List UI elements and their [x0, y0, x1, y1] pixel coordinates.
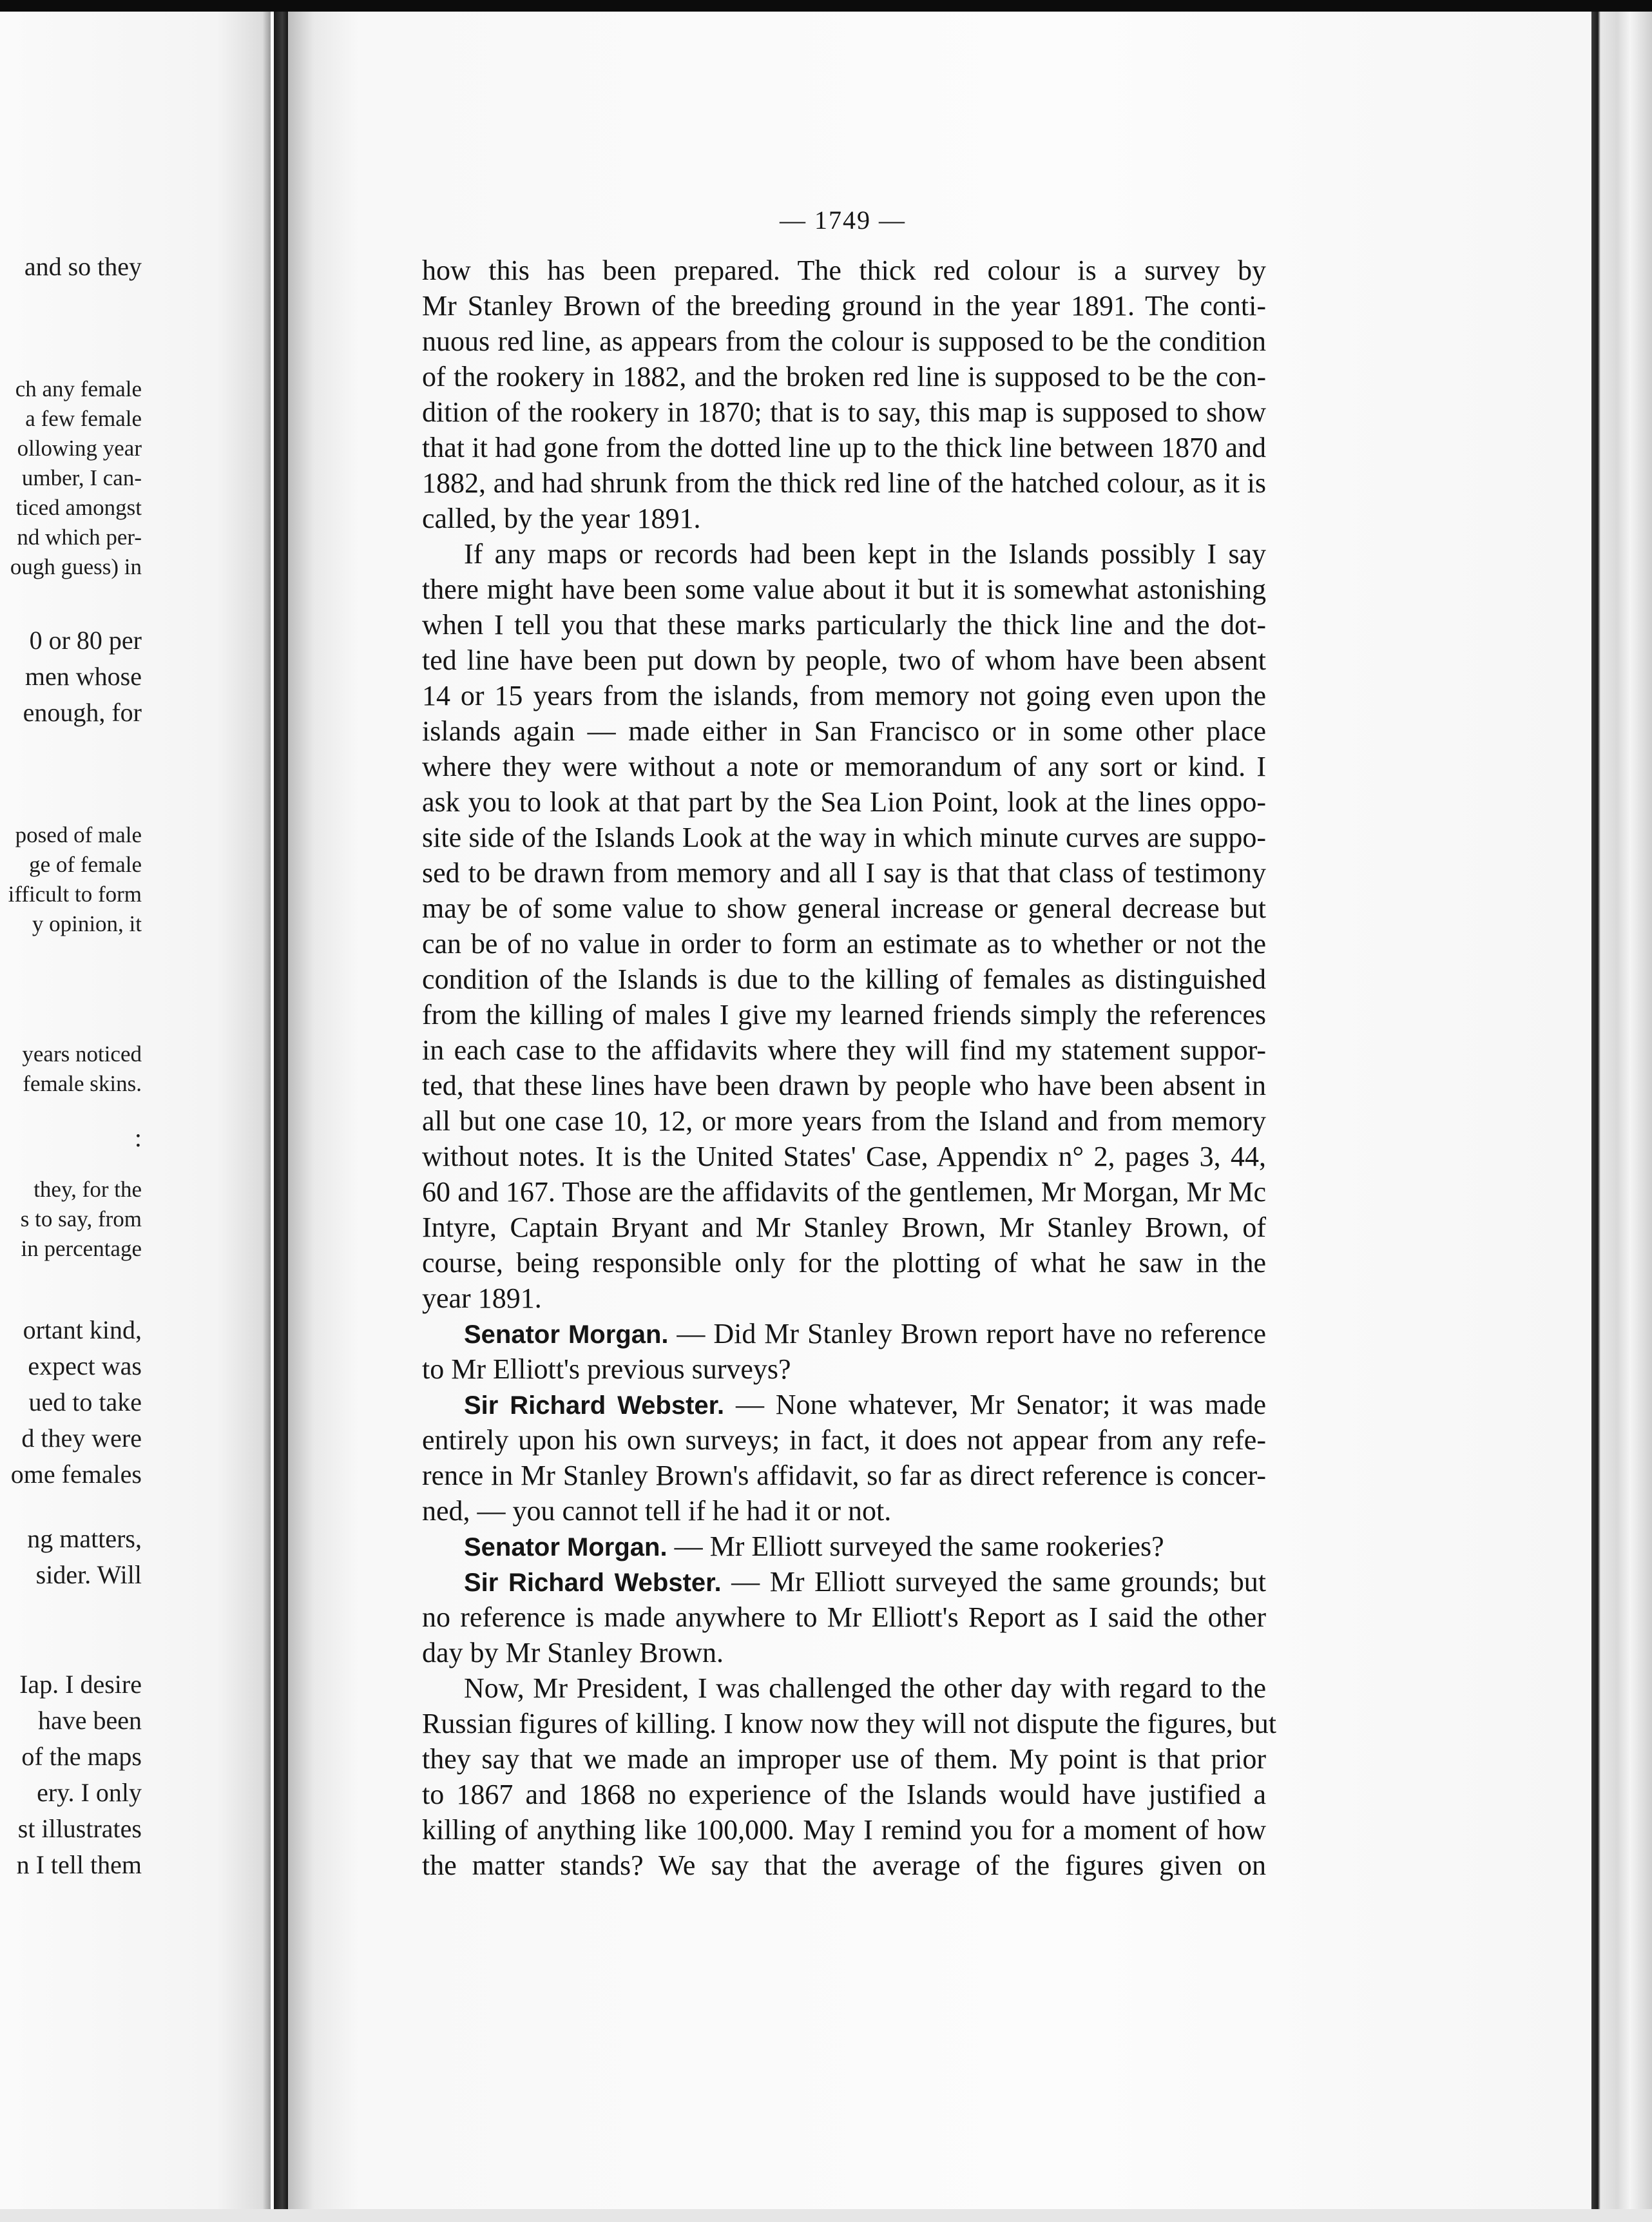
dialogue-line: [464, 1529, 1266, 1565]
left-page-line: ued to take: [28, 1387, 142, 1416]
left-page-line: ch any female: [15, 376, 142, 401]
scanner-border-bottom: [0, 2209, 1652, 2222]
left-page-line: expect was: [28, 1351, 142, 1380]
left-page-line: of the maps: [21, 1742, 142, 1771]
left-page-line: ery. I only: [37, 1778, 142, 1807]
left-page-line: a few female: [25, 406, 142, 431]
body-line: ned, — you cannot tell if he had it or not.: [422, 1495, 892, 1527]
body-line: to 1867 and 1868 no experience of the Islands would have justified a: [422, 1779, 1266, 1810]
left-page-line: ticed amongst: [15, 495, 142, 520]
dialogue-text: — None whatever, Mr Senator; it was made: [724, 1389, 1266, 1420]
body-line: course, being responsible only for the plotting of what he saw in the: [422, 1247, 1266, 1279]
body-line: nuous red line, as appears from the colour is supposed to be the condition: [422, 325, 1266, 357]
body-line: ask you to look at that part by the Sea Lion Point, look at the lines oppo-: [422, 786, 1266, 818]
body-line: called, by the year 1891.: [422, 503, 701, 534]
body-line: day by Mr Stanley Brown.: [422, 1637, 724, 1668]
body-line: can be of no value in order to form an estimate as to whether or not the: [422, 928, 1266, 960]
body-line: the matter stands? We say that the average of the figures given on: [422, 1850, 1266, 1881]
body-line: 60 and 167. Those are the affidavits of the gentlemen, Mr Morgan, Mr Mc: [422, 1176, 1266, 1208]
body-line: killing of anything like 100,000. May I remind you for a moment of how: [422, 1814, 1266, 1846]
dialogue-line: [464, 1564, 1266, 1600]
body-line: there might have been some value about it but it is somewhat astonishing: [422, 574, 1266, 605]
body-line: islands again — made either in San Francisco or in some other place: [422, 715, 1266, 747]
body-line: Intyre, Captain Bryant and Mr Stanley Brown, Mr Stanley Brown, of: [422, 1212, 1266, 1243]
body-line: they say that we made an improper use of them. My point is that prior: [422, 1743, 1266, 1775]
body-line: year 1891.: [422, 1282, 542, 1314]
left-page-line: 0 or 80 per: [29, 626, 142, 655]
page-number: — 1749 —: [780, 206, 906, 235]
left-page-line: ollowing year: [17, 436, 142, 461]
left-page-line: in percentage: [21, 1236, 142, 1261]
left-page-line: y opinion, it: [32, 911, 142, 936]
body-line: no reference is made anywhere to Mr Elliott's Report as I said the other: [422, 1601, 1266, 1633]
body-line: 1882, and had shrunk from the thick red line of the hatched colour, as it is: [422, 467, 1266, 499]
left-page-line: men whose: [24, 662, 142, 691]
body-line: dition of the rookery in 1870; that is to say, this map is supposed to show: [422, 396, 1266, 428]
body-line: ted, that these lines have been drawn by people who have been absent in: [422, 1070, 1266, 1101]
left-page-line: Iap. I desire: [19, 1670, 142, 1699]
body-line: sed to be drawn from memory and all I say is that that class of testimony: [422, 857, 1266, 889]
body-line: in each case to the affidavits where they will find my statement suppor-: [422, 1034, 1266, 1066]
body-line: without notes. It is the United States' Case, Appendix n° 2, pages 3, 44,: [422, 1141, 1266, 1172]
left-page-line: s to say, from: [20, 1206, 142, 1232]
left-page-line: :: [134, 1123, 142, 1152]
body-line: from the killing of males I give my learned friends simply the references: [422, 999, 1266, 1030]
body-line: 14 or 15 years from the islands, from memory not going even upon the: [422, 680, 1266, 711]
body-line: entirely upon his own surveys; in fact, it does not appear from any refe-: [422, 1424, 1266, 1456]
left-page-line: sider. Will: [35, 1560, 142, 1589]
book-gutter: [274, 12, 288, 2209]
body-line: Mr Stanley Brown of the breeding ground in the year 1891. The conti-: [422, 290, 1266, 322]
dialogue-text: — Did Mr Stanley Brown report have no reference: [668, 1318, 1267, 1349]
left-page-line: have been: [37, 1706, 142, 1735]
body-line: may be of some value to show general increase or general decrease but: [422, 893, 1266, 924]
dialogue-line: [464, 1387, 1266, 1423]
body-line: to Mr Elliott's previous surveys?: [422, 1353, 791, 1385]
left-page-line: and so they: [24, 252, 142, 281]
speaker-name: Senator Morgan.: [464, 1533, 668, 1561]
dialogue-line: [464, 1316, 1266, 1352]
body-line: all but one case 10, 12, or more years from the Island and from memory: [422, 1105, 1266, 1137]
body-line: rence in Mr Stanley Brown's affidavit, so far as direct reference is concer-: [422, 1460, 1266, 1491]
left-page-line: they, for the: [34, 1177, 142, 1202]
body-line: of the rookery in 1882, and the broken red line is supposed to be the con-: [422, 361, 1266, 392]
body-line: ted line have been put down by people, two of whom have been absent: [422, 644, 1266, 676]
body-line: Now, Mr President, I was challenged the other day with regard to the: [464, 1672, 1266, 1704]
left-page-line: st illustrates: [17, 1814, 142, 1843]
left-page-line: ng matters,: [27, 1524, 142, 1553]
left-page-line: n I tell them: [16, 1850, 142, 1879]
body-line: site side of the Islands Look at the way in which minute curves are suppo-: [422, 822, 1266, 853]
body-line: Russian figures of killing. I know now they will not dispute the figures, but: [422, 1708, 1276, 1739]
body-line: If any maps or records had been kept in the Islands possibly I say: [464, 538, 1266, 570]
speaker-name: Senator Morgan.: [464, 1320, 669, 1349]
body-line: where they were without a note or memorandum of any sort or kind. I: [422, 751, 1266, 782]
left-page-line: ough guess) in: [10, 554, 142, 579]
speaker-name: Sir Richard Webster.: [464, 1569, 722, 1597]
left-page-line: ge of female: [29, 852, 142, 877]
body-line: that it had gone from the dotted line up to the thick line between 1870 and: [422, 432, 1266, 463]
left-page-line: d they were: [21, 1424, 142, 1453]
left-page-line: posed of male: [15, 822, 142, 847]
body-line: when I tell you that these marks particularly the thick line and the dot-: [422, 609, 1266, 641]
scanner-border-top: [0, 0, 1652, 12]
left-page-line: umber, I can-: [21, 465, 142, 490]
left-page-line: years noticed: [22, 1041, 142, 1067]
dialogue-text: — Mr Elliott surveyed the same rookeries?: [667, 1531, 1164, 1562]
left-page-line: nd which per-: [17, 525, 142, 550]
body-line: condition of the Islands is due to the killing of females as distinguished: [422, 963, 1266, 995]
dialogue-text: — Mr Elliott surveyed the same grounds; but: [721, 1566, 1266, 1598]
left-page-line: ome females: [10, 1460, 142, 1489]
speaker-name: Sir Richard Webster.: [464, 1391, 725, 1420]
page-edge: [1591, 12, 1652, 2209]
left-page-line: ifficult to form: [8, 882, 142, 907]
body-line: how this has been prepared. The thick red colour is a survey by: [422, 255, 1266, 286]
left-page-line: female skins.: [23, 1071, 142, 1096]
left-page-line: enough, for: [23, 698, 142, 727]
left-page-line: ortant kind,: [23, 1315, 142, 1344]
